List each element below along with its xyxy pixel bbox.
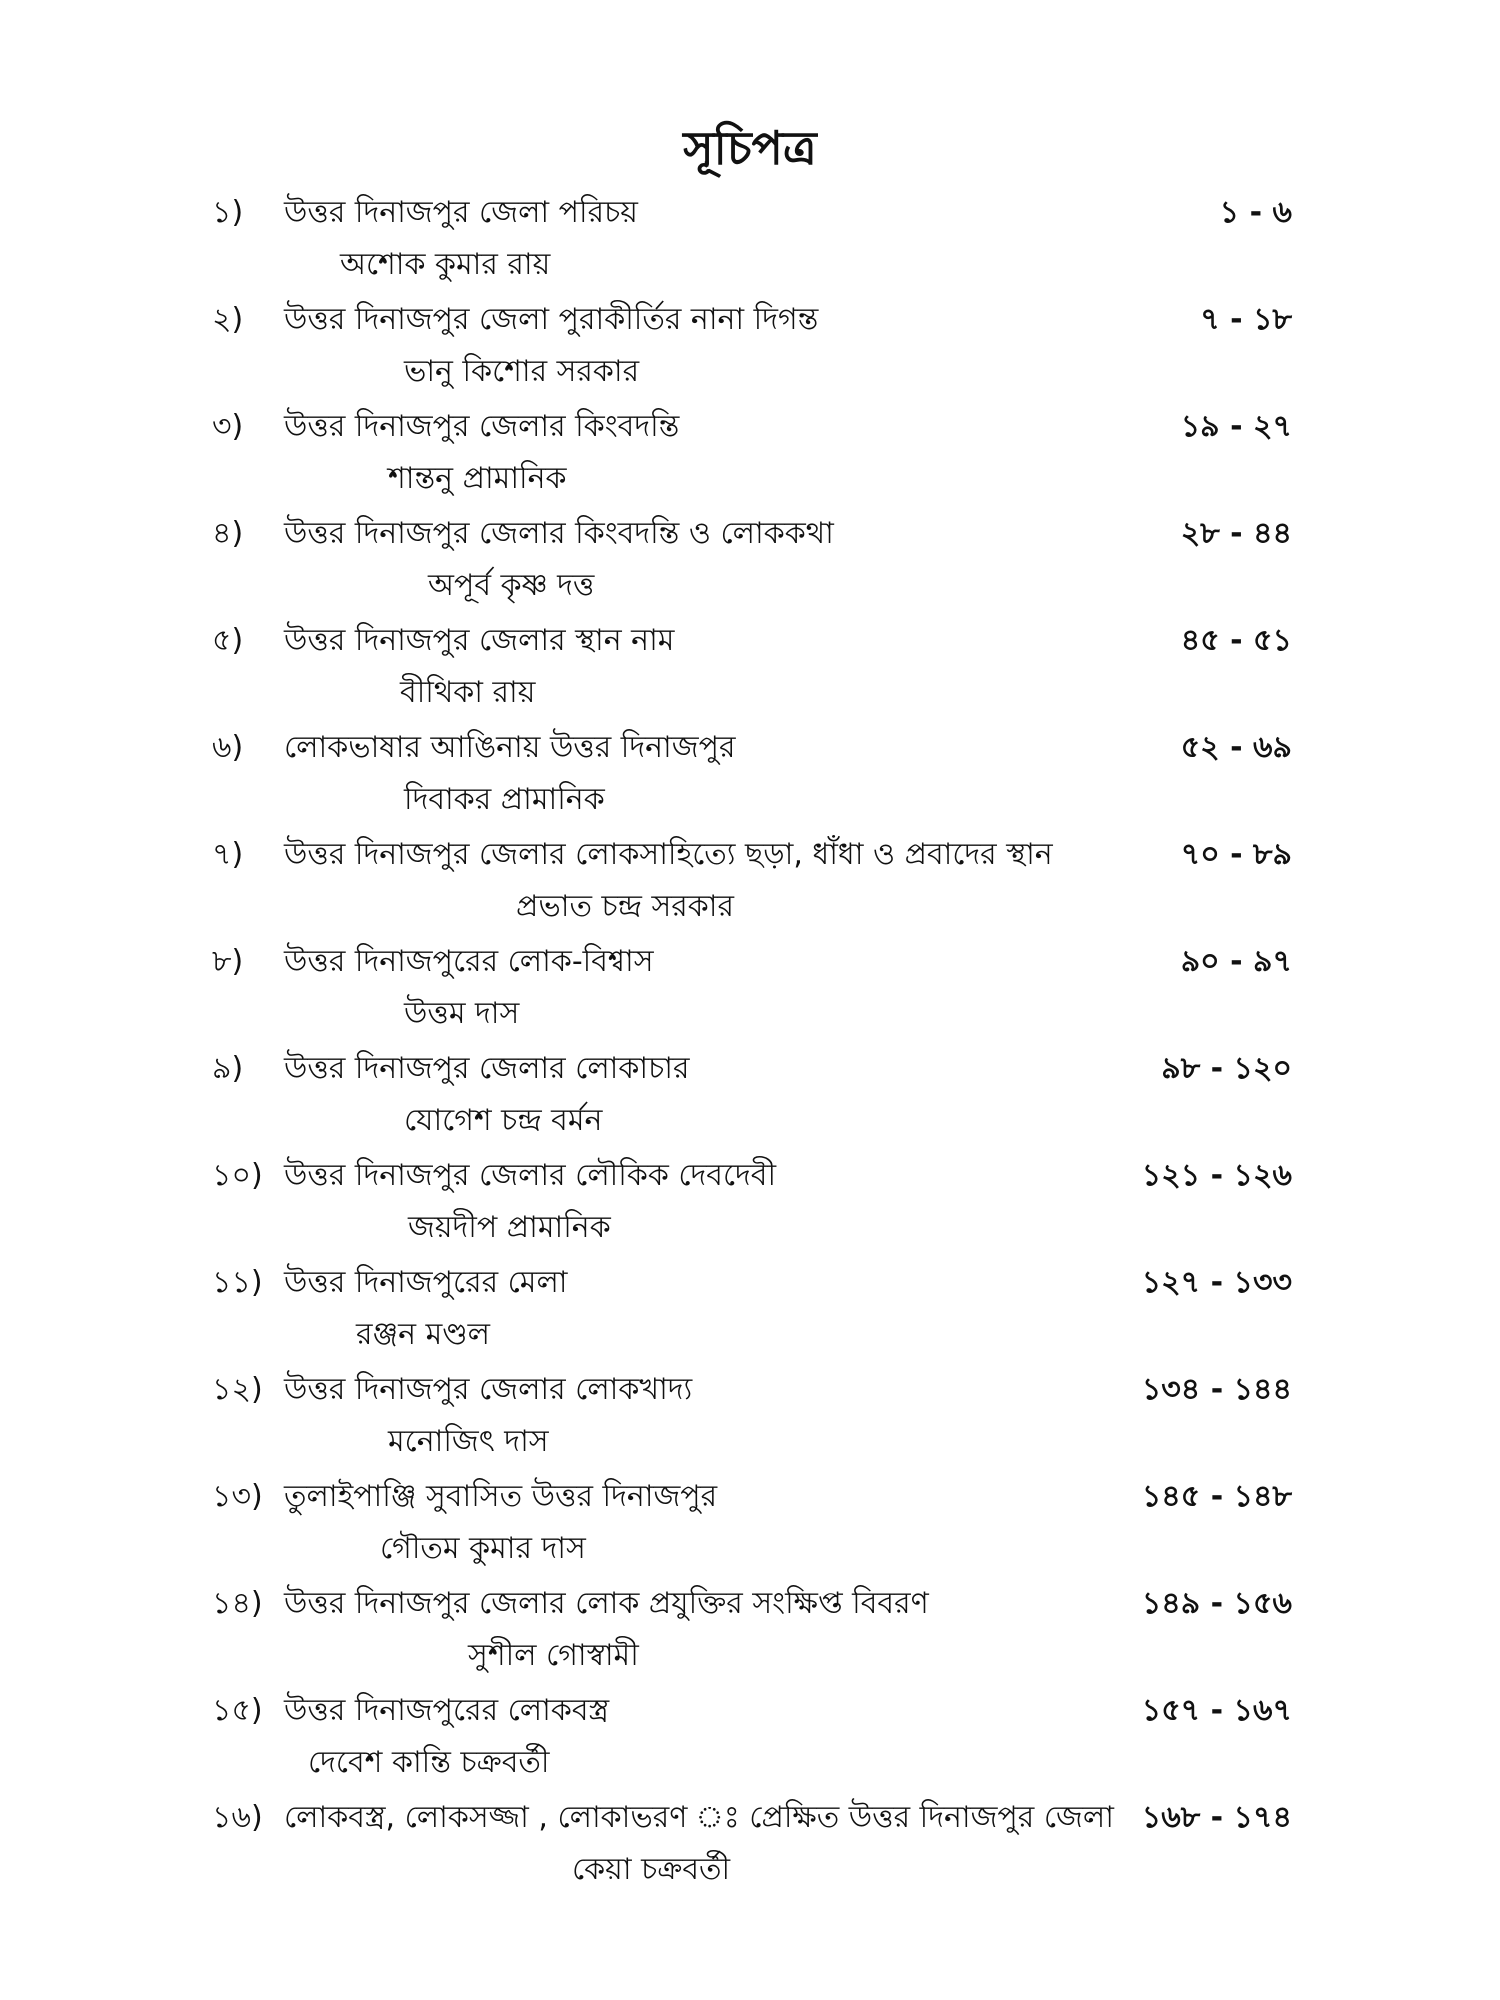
- entry-title: উত্তর দিনাজপুর জেলার লোকসাহিত্যে ছড়া, ধাঁধা ও প্রবাদের স্থান: [284, 837, 1053, 872]
- entry-author: জয়দীপ প্রামানিক: [408, 1210, 611, 1245]
- entry-pages: ৭ - ১৮: [1200, 302, 1292, 337]
- entry-number: ৫): [212, 623, 244, 658]
- entry-pages: ২৮ - ৪৪: [1180, 516, 1292, 551]
- entry-pages: ৪৫ - ৫১: [1180, 623, 1292, 658]
- entry-pages: ৯০ - ৯৭: [1180, 944, 1292, 979]
- toc-entry: [212, 1151, 1292, 1258]
- entry-pages: ১৯ - ২৭: [1180, 409, 1292, 444]
- entry-author: অশোক কুমার রায়: [340, 247, 551, 282]
- entry-title: উত্তর দিনাজপুর জেলার লোকাচার: [284, 1051, 690, 1086]
- toc-entry: [212, 616, 1292, 723]
- entry-number: ৯): [212, 1051, 244, 1086]
- toc-entry: [212, 1686, 1292, 1793]
- entry-title: উত্তর দিনাজপুর জেলা পরিচয়: [284, 195, 638, 230]
- entry-author: যোগেশ চন্দ্র বর্মন: [404, 1103, 603, 1138]
- toc-entry: [212, 1258, 1292, 1365]
- entry-title: উত্তর দিনাজপুর জেলার স্থান নাম: [284, 623, 675, 658]
- entry-author: কেয়া চক্রবর্তী: [572, 1852, 731, 1887]
- entry-author: শান্তনু প্রামানিক: [388, 461, 567, 496]
- toc-entry: [212, 1472, 1292, 1579]
- entry-author: উত্তম দাস: [404, 996, 520, 1031]
- entry-author: মনোজিৎ দাস: [388, 1424, 549, 1459]
- entry-number: ১৪): [212, 1586, 263, 1621]
- toc-entry: [212, 723, 1292, 830]
- entry-title: উত্তর দিনাজপুর জেলা পুরাকীর্তির নানা দিগন্ত: [284, 302, 819, 337]
- entry-title: লোকবস্ত্র, লোকসজ্জা , লোকাভরণ ঃ প্রেক্ষিত উত্তর দিনাজপুর জেলা: [284, 1800, 1114, 1835]
- toc-entry: [212, 1579, 1292, 1686]
- entry-title: লোকভাষার আঙিনায় উত্তর দিনাজপুর: [284, 730, 736, 765]
- toc-entry: [212, 1044, 1292, 1151]
- entry-title: উত্তর দিনাজপুর জেলার কিংবদন্তি ও লোককথা: [284, 516, 834, 551]
- entry-pages: ১ - ৬: [1219, 195, 1292, 230]
- toc-entry: [212, 1365, 1292, 1472]
- entry-title: উত্তর দিনাজপুর জেলার লৌকিক দেবদেবী: [284, 1158, 777, 1193]
- entry-author: প্রভাত চন্দ্র সরকার: [516, 889, 734, 924]
- entry-number: ২): [212, 302, 244, 337]
- entry-title: উত্তর দিনাজপুরের লোকবস্ত্র: [284, 1693, 610, 1728]
- entry-author: দেবেশ কান্তি চক্রবর্তী: [308, 1745, 550, 1780]
- entry-title: উত্তর দিনাজপুর জেলার লোকখাদ্য: [284, 1372, 693, 1407]
- entry-author: রঞ্জন মণ্ডল: [356, 1317, 491, 1352]
- entry-pages: ৭০ - ৮৯: [1180, 837, 1292, 872]
- entry-pages: ১২১ - ১২৬: [1141, 1158, 1292, 1193]
- entry-pages: ১৪৯ - ১৫৬: [1141, 1586, 1292, 1621]
- entry-author: দিবাকর প্রামানিক: [404, 782, 605, 817]
- entry-number: ৭): [212, 837, 244, 872]
- entry-pages: ১৫৭ - ১৬৭: [1141, 1693, 1292, 1728]
- entry-number: ৮): [212, 944, 244, 979]
- entry-pages: ৫২ - ৬৯: [1180, 730, 1292, 765]
- entry-pages: ১২৭ - ১৩৩: [1141, 1265, 1292, 1300]
- entry-number: ৬): [212, 730, 244, 765]
- entry-number: ১১): [212, 1265, 263, 1300]
- toc-entry: [212, 509, 1292, 616]
- toc-list: [212, 188, 1292, 1900]
- entry-pages: ১৩৪ - ১৪৪: [1141, 1372, 1292, 1407]
- toc-entry: [212, 1793, 1292, 1900]
- entry-author: গৌতম কুমার দাস: [380, 1531, 586, 1566]
- toc-entry: [212, 295, 1292, 402]
- entry-pages: ১৬৮ - ১৭৪: [1141, 1800, 1292, 1835]
- entry-number: ১): [212, 195, 244, 230]
- entry-number: ১৩): [212, 1479, 263, 1514]
- entry-author: অপূর্ব কৃষ্ণ দত্ত: [428, 568, 595, 603]
- toc-entry: [212, 402, 1292, 509]
- entry-title: উত্তর দিনাজপুর জেলার কিংবদন্তি: [284, 409, 680, 444]
- entry-number: ৩): [212, 409, 244, 444]
- toc-entry: [212, 188, 1292, 295]
- page-title: সূচিপত্র: [683, 121, 817, 175]
- entry-title: উত্তর দিনাজপুরের মেলা: [284, 1265, 568, 1300]
- toc-entry: [212, 937, 1292, 1044]
- entry-number: ১০): [212, 1158, 263, 1193]
- entry-author: সুশীল গোস্বামী: [468, 1638, 639, 1673]
- entry-pages: ৯৮ - ১২০: [1161, 1051, 1292, 1086]
- entry-title: উত্তর দিনাজপুর জেলার লোক প্রযুক্তির সংক্ষিপ্ত বিবরণ: [284, 1586, 929, 1621]
- entry-number: ১৬): [212, 1800, 263, 1835]
- entry-number: ১২): [212, 1372, 263, 1407]
- entry-title: উত্তর দিনাজপুরের লোক-বিশ্বাস: [284, 944, 654, 979]
- entry-pages: ১৪৫ - ১৪৮: [1141, 1479, 1292, 1514]
- entry-number: ৪): [212, 516, 244, 551]
- entry-author: বীথিকা রায়: [400, 675, 536, 710]
- entry-title: তুলাইপাঞ্জি সুবাসিত উত্তর দিনাজপুর: [284, 1479, 718, 1514]
- toc-entry: [212, 830, 1292, 937]
- entry-number: ১৫): [212, 1693, 263, 1728]
- entry-author: ভানু কিশোর সরকার: [404, 354, 640, 389]
